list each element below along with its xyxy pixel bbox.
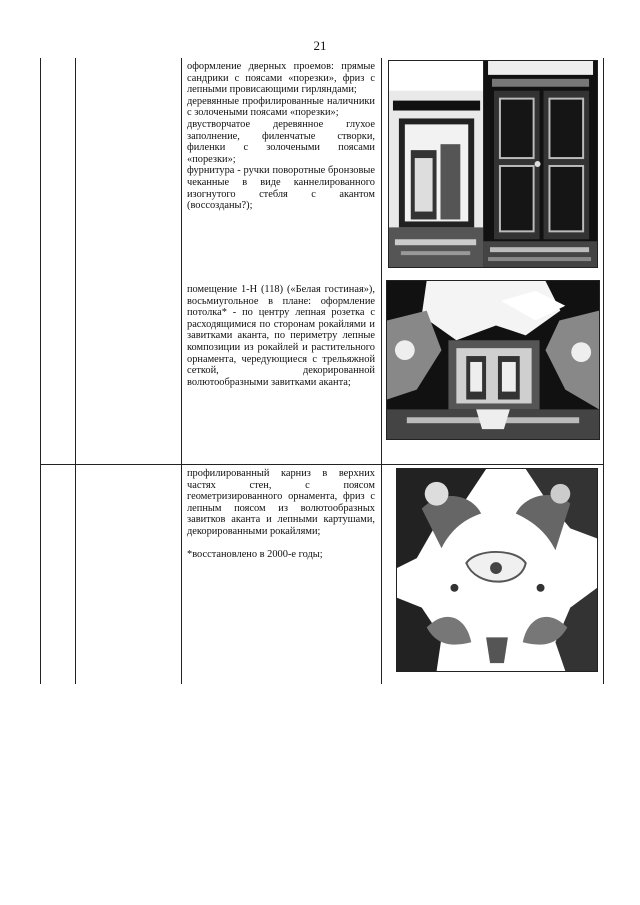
row-3-description (187, 468, 375, 560)
row-2-paragraph: помещение 1-Н (118) («Белая гостиная»), восьмиугольное в плане: оформление потолка* - по центру лепная розетка с расходящимися по сторонам рокайлями и завитками аканта, по периметру лепные композиции из рокайлей и растительного орнамента, чередующиеся с трельяжной сеткой, декорированной волютообразными завитками аканта; (187, 284, 375, 388)
ceiling-rocaille-detail-photo (396, 468, 598, 672)
page-number: 21 (313, 38, 327, 53)
white-drawing-room-ceiling-photo (386, 280, 600, 440)
row-1-description (187, 61, 375, 212)
table-row-divider (40, 464, 604, 465)
row-3-footnote: *восстановлено в 2000-е годы; (187, 548, 323, 560)
row-1-paragraph: оформление дверных проемов: прямые сандрики с поясами «порезки», фриз с лепными провисающими гирляндами; (187, 61, 375, 96)
row-1-paragraph: деревянные профилированные наличники с золочеными поясами «порезки»; (187, 95, 375, 119)
table-column-divider-2 (181, 58, 182, 684)
table-border-right (603, 58, 604, 684)
table-column-divider-3 (381, 58, 382, 684)
table-border-left (40, 58, 41, 684)
carved-door-interior-photo (388, 60, 598, 268)
row-1-paragraph: фурнитура - ручки поворотные бронзовые чеканные в виде каннелированного изогнутого стебля с акантом (воссозданы?); (187, 165, 375, 212)
row-1-paragraph: двустворчатое деревянное глухое заполнение, филенчатые створки, филенки с золочеными поясами «порезки»; (187, 118, 375, 165)
table-column-divider-1 (75, 58, 76, 684)
row-3-paragraph: профилированный карниз в верхних частях стен, с поясом геометризированного орнамента, фриз с лепным поясом из волютообразных завитков аканта и лепными картушами, декорированными рокайлями; (187, 468, 375, 537)
row-2-description (187, 284, 375, 388)
